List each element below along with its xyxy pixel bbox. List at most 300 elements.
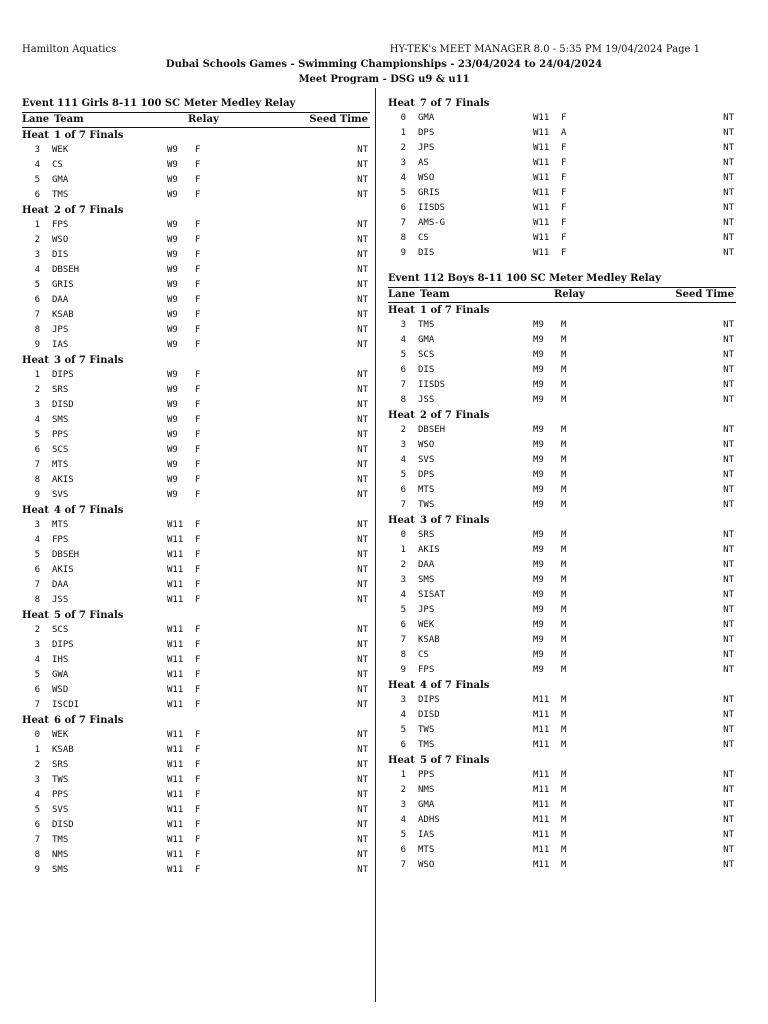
seed-time: NT	[357, 370, 368, 380]
entry-row	[388, 558, 736, 573]
entry-row	[22, 728, 370, 743]
seed-time: NT	[357, 310, 368, 320]
relay-letter: F	[195, 655, 201, 665]
heat-number: 1 of 7 Finals	[420, 305, 490, 316]
seed-time: NT	[723, 530, 734, 540]
relay-letter: M	[561, 785, 567, 795]
relay-group: W9	[167, 190, 178, 200]
lane-number: 1	[400, 128, 406, 138]
relay-group: M9	[533, 350, 544, 360]
relay-group: W11	[167, 745, 184, 755]
relay-letter: M	[561, 350, 567, 360]
team-code: JPS	[52, 325, 69, 335]
lane-number: 2	[400, 425, 406, 435]
entry-row	[388, 156, 736, 171]
relay-group: M9	[533, 590, 544, 600]
relay-group: W11	[533, 188, 550, 198]
relay-letter: F	[195, 565, 201, 575]
relay-letter: F	[561, 248, 567, 258]
team-code: DIPS	[52, 370, 74, 380]
seed-time: NT	[357, 625, 368, 635]
team-code: DAA	[52, 295, 69, 305]
relay-group: W11	[533, 233, 550, 243]
seed-time: NT	[723, 725, 734, 735]
relay-letter: M	[561, 860, 567, 870]
seed-time: NT	[357, 820, 368, 830]
seed-time: NT	[723, 800, 734, 810]
lane-number: 3	[34, 145, 40, 155]
organization-name: Hamilton Aquatics	[22, 44, 117, 55]
lane-number: 5	[400, 725, 406, 735]
team-code: PPS	[52, 790, 69, 800]
lane-number: 9	[34, 490, 40, 500]
team-code: WSO	[418, 173, 435, 183]
entry-row	[388, 633, 736, 648]
entry-row	[22, 293, 370, 308]
entry-row	[22, 248, 370, 263]
entry-row	[22, 278, 370, 293]
software-stamp: HY-TEK's MEET MANAGER 8.0 - 5:35 PM 19/04/2024 Page 1	[389, 44, 700, 55]
seed-time: NT	[723, 248, 734, 258]
seed-time: NT	[357, 175, 368, 185]
seed-time: NT	[723, 635, 734, 645]
seed-time: NT	[357, 460, 368, 470]
entry-row	[388, 663, 736, 678]
lane-number: 4	[34, 655, 40, 665]
relay-group: W9	[167, 175, 178, 185]
lane-number: 5	[34, 670, 40, 680]
lane-number: 3	[34, 775, 40, 785]
lane-number: 4	[400, 710, 406, 720]
heat-number: 3 of 7 Finals	[420, 515, 490, 526]
relay-letter: M	[561, 830, 567, 840]
relay-letter: F	[561, 188, 567, 198]
entry-row	[388, 573, 736, 588]
relay-group: M9	[533, 605, 544, 615]
relay-group: W11	[167, 520, 184, 530]
team-code: AKIS	[52, 565, 74, 575]
relay-letter: M	[561, 605, 567, 615]
seed-time: NT	[723, 695, 734, 705]
entry-row	[388, 693, 736, 708]
entry-row	[22, 338, 370, 353]
relay-letter: F	[195, 685, 201, 695]
relay-group: W9	[167, 220, 178, 230]
relay-letter: M	[561, 500, 567, 510]
seed-time: NT	[723, 785, 734, 795]
seed-time: NT	[357, 520, 368, 530]
relay-letter: F	[195, 235, 201, 245]
entry-row	[22, 143, 370, 158]
team-code: MTS	[418, 485, 435, 495]
seed-time: NT	[723, 500, 734, 510]
heat-label	[22, 128, 370, 143]
lane-number: 7	[400, 635, 406, 645]
heat-word: Heat	[22, 355, 49, 366]
seed-time: NT	[357, 535, 368, 545]
column-divider	[375, 88, 376, 1002]
team-code: JPS	[418, 605, 435, 615]
team-code: SISAT	[418, 590, 446, 600]
lane-number: 4	[400, 455, 406, 465]
lane-number: 7	[34, 835, 40, 845]
relay-letter: M	[561, 740, 567, 750]
relay-letter: F	[561, 158, 567, 168]
seed-time: NT	[357, 190, 368, 200]
entry-row	[22, 668, 370, 683]
relay-group: W11	[167, 625, 184, 635]
seed-time: NT	[357, 280, 368, 290]
lane-number: 5	[34, 175, 40, 185]
team-code: JPS	[418, 143, 435, 153]
lane-number: 5	[400, 188, 406, 198]
lane-number: 6	[400, 620, 406, 630]
relay-letter: F	[195, 445, 201, 455]
entry-row	[22, 698, 370, 713]
relay-group: W11	[533, 128, 550, 138]
team-code: DISD	[418, 710, 440, 720]
seed-time: NT	[723, 365, 734, 375]
relay-group: W9	[167, 160, 178, 170]
lane-number: 4	[400, 173, 406, 183]
seed-time: NT	[357, 340, 368, 350]
relay-group: M9	[533, 650, 544, 660]
relay-group: W11	[167, 655, 184, 665]
relay-letter: F	[195, 625, 201, 635]
heat-number: 5 of 7 Finals	[54, 610, 124, 621]
lane-number: 5	[34, 550, 40, 560]
lane-number: 9	[34, 340, 40, 350]
lane-number: 6	[34, 820, 40, 830]
relay-group: W11	[533, 203, 550, 213]
relay-letter: M	[561, 845, 567, 855]
entry-row	[22, 308, 370, 323]
lane-number: 3	[400, 575, 406, 585]
heat-label	[22, 503, 370, 518]
entry-row	[22, 443, 370, 458]
lane-number: 1	[400, 770, 406, 780]
heat-word: Heat	[22, 505, 49, 516]
team-code: TWS	[418, 500, 435, 510]
entry-row	[22, 563, 370, 578]
lane-number: 4	[34, 160, 40, 170]
team-code: TMS	[52, 835, 69, 845]
entry-row	[22, 743, 370, 758]
entry-row	[388, 483, 736, 498]
entry-row	[22, 518, 370, 533]
relay-letter: F	[195, 640, 201, 650]
relay-group: W9	[167, 415, 178, 425]
relay-letter: F	[561, 173, 567, 183]
relay-group: W11	[167, 580, 184, 590]
team-code: IAS	[52, 340, 69, 350]
relay-letter: F	[195, 475, 201, 485]
seed-time: NT	[357, 685, 368, 695]
heat-word: Heat	[388, 515, 415, 526]
heat-number: 1 of 7 Finals	[54, 130, 124, 141]
relay-group: W11	[167, 775, 184, 785]
seed-time: NT	[723, 335, 734, 345]
heat-label	[22, 203, 370, 218]
lane-number: 9	[400, 665, 406, 675]
relay-letter: F	[195, 385, 201, 395]
lane-number: 4	[400, 335, 406, 345]
entry-row	[22, 548, 370, 563]
seed-time: NT	[357, 640, 368, 650]
seed-time: NT	[357, 250, 368, 260]
column-header-row	[22, 112, 370, 128]
relay-group: M9	[533, 320, 544, 330]
col-header-relay: Relay	[188, 114, 219, 125]
entry-row	[388, 828, 736, 843]
relay-group: W9	[167, 490, 178, 500]
seed-time: NT	[357, 265, 368, 275]
seed-time: NT	[357, 790, 368, 800]
col-header-relay: Relay	[554, 289, 585, 300]
relay-group: W11	[167, 865, 184, 875]
relay-group: W9	[167, 235, 178, 245]
relay-letter: F	[561, 233, 567, 243]
relay-group: M9	[533, 530, 544, 540]
entry-row	[388, 216, 736, 231]
entry-row	[388, 333, 736, 348]
entry-row	[388, 423, 736, 438]
seed-time: NT	[357, 550, 368, 560]
seed-time: NT	[723, 740, 734, 750]
lane-number: 7	[34, 580, 40, 590]
team-code: ISCDI	[52, 700, 80, 710]
relay-letter: F	[195, 700, 201, 710]
team-code: DBSEH	[52, 550, 80, 560]
seed-time: NT	[357, 400, 368, 410]
heat-number: 6 of 7 Finals	[54, 715, 124, 726]
relay-letter: F	[195, 745, 201, 755]
seed-time: NT	[723, 470, 734, 480]
relay-group: W9	[167, 325, 178, 335]
lane-number: 8	[400, 395, 406, 405]
entry-row	[388, 798, 736, 813]
lane-number: 1	[34, 745, 40, 755]
relay-group: W11	[533, 158, 550, 168]
team-code: PPS	[418, 770, 435, 780]
seed-time: NT	[723, 815, 734, 825]
relay-group: M11	[533, 770, 550, 780]
entry-row	[388, 378, 736, 393]
relay-letter: F	[195, 250, 201, 260]
lane-number: 6	[34, 445, 40, 455]
heat-word: Heat	[388, 755, 415, 766]
lane-number: 3	[400, 158, 406, 168]
team-code: DBSEH	[418, 425, 446, 435]
lane-number: 8	[400, 650, 406, 660]
relay-group: M9	[533, 620, 544, 630]
team-code: WEK	[418, 620, 435, 630]
seed-time: NT	[723, 320, 734, 330]
lane-number: 3	[400, 320, 406, 330]
lane-number: 3	[400, 695, 406, 705]
lane-number: 7	[400, 500, 406, 510]
lane-number: 6	[400, 740, 406, 750]
heat-number: 7 of 7 Finals	[420, 98, 490, 109]
event-title: Event 111 Girls 8-11 100 SC Meter Medley Relay	[22, 98, 296, 109]
relay-letter: F	[195, 805, 201, 815]
team-code: GMA	[52, 175, 69, 185]
relay-group: W9	[167, 430, 178, 440]
entry-row	[388, 348, 736, 363]
team-code: DAA	[418, 560, 435, 570]
relay-group: W9	[167, 310, 178, 320]
column-header-row	[388, 287, 736, 303]
relay-group: W11	[167, 835, 184, 845]
lane-number: 2	[34, 760, 40, 770]
relay-group: M9	[533, 500, 544, 510]
relay-letter: M	[561, 590, 567, 600]
seed-time: NT	[723, 128, 734, 138]
lane-number: 3	[400, 800, 406, 810]
team-code: IAS	[418, 830, 435, 840]
lane-number: 0	[34, 730, 40, 740]
relay-letter: A	[561, 128, 567, 138]
lane-number: 7	[34, 310, 40, 320]
team-code: AS	[418, 158, 429, 168]
entry-row	[22, 218, 370, 233]
lane-number: 3	[34, 400, 40, 410]
team-code: NMS	[418, 785, 435, 795]
heat-label	[22, 713, 370, 728]
relay-group: M9	[533, 635, 544, 645]
entry-row	[388, 318, 736, 333]
seed-time: NT	[357, 475, 368, 485]
lane-number: 3	[400, 440, 406, 450]
lane-number: 3	[34, 250, 40, 260]
team-code: AKIS	[418, 545, 440, 555]
entry-row	[388, 723, 736, 738]
relay-letter: F	[195, 310, 201, 320]
lane-number: 6	[34, 685, 40, 695]
entry-row	[388, 246, 736, 261]
entry-row	[22, 473, 370, 488]
lane-number: 8	[400, 233, 406, 243]
lane-number: 8	[34, 475, 40, 485]
relay-letter: F	[195, 295, 201, 305]
relay-letter: M	[561, 545, 567, 555]
lane-number: 4	[34, 415, 40, 425]
relay-group: M11	[533, 740, 550, 750]
team-code: DIS	[52, 250, 69, 260]
entry-row	[22, 833, 370, 848]
seed-time: NT	[723, 143, 734, 153]
team-code: TWS	[52, 775, 69, 785]
lane-number: 3	[34, 640, 40, 650]
team-code: TMS	[418, 320, 435, 330]
relay-letter: F	[195, 670, 201, 680]
relay-letter: M	[561, 770, 567, 780]
relay-group: W9	[167, 370, 178, 380]
heat-number: 3 of 7 Finals	[54, 355, 124, 366]
heat-word: Heat	[22, 610, 49, 621]
entry-row	[22, 803, 370, 818]
team-code: FPS	[418, 665, 435, 675]
entry-row	[22, 773, 370, 788]
seed-time: NT	[357, 385, 368, 395]
relay-letter: F	[195, 580, 201, 590]
heat-word: Heat	[388, 98, 415, 109]
relay-letter: M	[561, 815, 567, 825]
col-header-lane: Lane	[388, 289, 416, 300]
seed-time: NT	[723, 590, 734, 600]
relay-letter: F	[195, 820, 201, 830]
relay-group: M9	[533, 425, 544, 435]
relay-group: W11	[167, 685, 184, 695]
entry-row	[22, 383, 370, 398]
team-code: DPS	[418, 470, 435, 480]
relay-group: M9	[533, 380, 544, 390]
seed-time: NT	[723, 113, 734, 123]
seed-time: NT	[723, 188, 734, 198]
team-code: CS	[418, 233, 429, 243]
relay-group: W11	[533, 173, 550, 183]
lane-number: 5	[34, 805, 40, 815]
relay-letter: F	[195, 325, 201, 335]
lane-number: 0	[400, 113, 406, 123]
entry-row	[22, 653, 370, 668]
entry-row	[388, 738, 736, 753]
relay-letter: F	[195, 460, 201, 470]
relay-group: M11	[533, 800, 550, 810]
team-code: DIS	[418, 248, 435, 258]
relay-letter: F	[195, 535, 201, 545]
relay-group: W9	[167, 265, 178, 275]
relay-group: M11	[533, 710, 550, 720]
team-code: SMS	[52, 865, 69, 875]
entry-row	[22, 398, 370, 413]
seed-time: NT	[357, 295, 368, 305]
entry-row	[388, 813, 736, 828]
relay-group: W11	[533, 218, 550, 228]
entry-row	[22, 533, 370, 548]
page-header	[0, 0, 768, 96]
entry-row	[388, 453, 736, 468]
team-code: CS	[418, 650, 429, 660]
lane-number: 8	[34, 850, 40, 860]
team-code: JSS	[418, 395, 435, 405]
col-header-team: Team	[420, 289, 450, 300]
team-code: GRIS	[418, 188, 440, 198]
lane-number: 2	[34, 235, 40, 245]
relay-group: M11	[533, 695, 550, 705]
entry-row	[22, 173, 370, 188]
seed-time: NT	[357, 760, 368, 770]
relay-letter: M	[561, 620, 567, 630]
team-code: AKIS	[52, 475, 74, 485]
lane-number: 2	[400, 143, 406, 153]
entry-row	[22, 368, 370, 383]
relay-group: M11	[533, 860, 550, 870]
relay-group: M9	[533, 470, 544, 480]
seed-time: NT	[357, 325, 368, 335]
team-code: KSAB	[418, 635, 440, 645]
entry-row	[388, 783, 736, 798]
relay-letter: F	[561, 203, 567, 213]
team-code: GMA	[418, 800, 435, 810]
entry-row	[388, 393, 736, 408]
entry-row	[22, 638, 370, 653]
relay-group: M9	[533, 560, 544, 570]
team-code: WSO	[52, 235, 69, 245]
entry-row	[388, 186, 736, 201]
entry-row	[388, 588, 736, 603]
lane-number: 5	[400, 605, 406, 615]
